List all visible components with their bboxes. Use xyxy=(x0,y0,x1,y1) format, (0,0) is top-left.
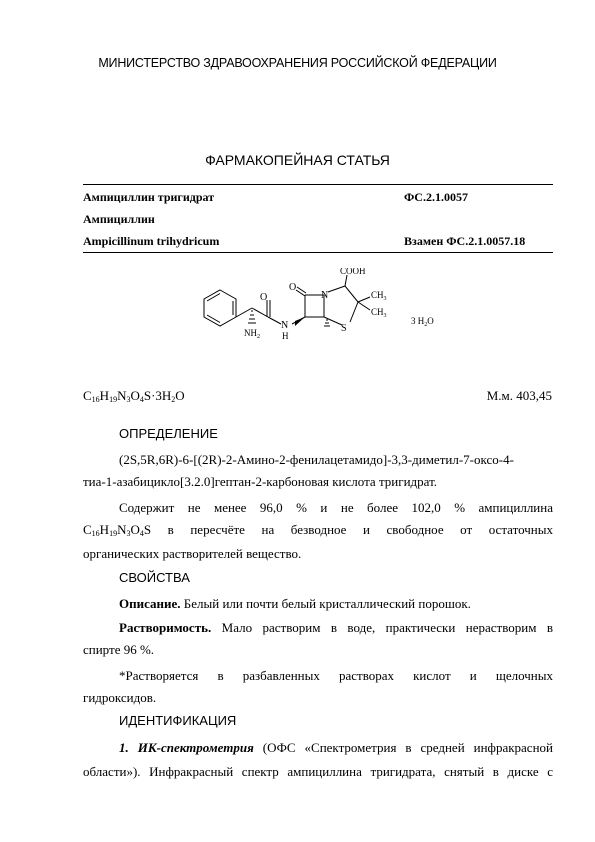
carboxyl-label: COOH xyxy=(340,268,366,276)
definition-heading: ОПРЕДЕЛЕНИЕ xyxy=(119,426,218,441)
content-line2: $C_{16}H_{19}N_3O_4S$ в пересчёте на безводное и свободное от остаточных xyxy=(83,522,553,538)
sulfur-label: S xyxy=(341,323,347,334)
dissolve-line1: *Растворяется в разбавленных растворах кислот и щелочных xyxy=(119,668,553,683)
description-line: Описание. Белый или почти белый кристаллический порошок. xyxy=(119,596,471,611)
water-label: 3 $H_2O$ xyxy=(411,316,434,328)
monograph-code: ФС.2.1.0057 xyxy=(404,190,468,204)
ir-line1: 1. ИК-спектрометрия (ОФС «Спектрометрия в средней инфракрасной xyxy=(119,740,553,755)
methyl-top-label: $CH_3$ xyxy=(371,290,387,302)
amide-oxygen-label: O xyxy=(260,292,268,303)
drug-name-latin: Ampicillinum trihydricum xyxy=(83,234,220,248)
lactam-oxygen-label: O xyxy=(289,282,297,293)
methyl-bottom-label: $CH_3$ xyxy=(371,307,387,319)
header-bottom-rule xyxy=(83,252,553,253)
drug-name-ru-short: Ампициллин xyxy=(83,212,155,226)
content-line1: Содержит не менее 96,0 % и не более 102,0 % ампициллина xyxy=(119,500,553,515)
header-top-rule xyxy=(83,184,553,185)
ring-nitrogen-label: N xyxy=(321,290,329,301)
molecular-mass: М.м. 403,45 xyxy=(486,388,552,403)
solubility-line1: Растворимость. Мало растворим в воде, практически нерастворим в xyxy=(119,620,553,635)
content-line3: органических растворителей вещество. xyxy=(83,546,302,561)
replaces-note: Взамен ФС.2.1.0057.18 xyxy=(404,234,526,248)
properties-heading: СВОЙСТВА xyxy=(119,570,190,585)
iupac-name-line2: тиа-1-азабицикло[3.2.0]гептан-2-карбоновая кислота тригидрат. xyxy=(83,474,438,489)
dissolve-line2: гидроксидов. xyxy=(83,690,157,705)
amide-nitrogen-label: N xyxy=(281,320,289,331)
identification-heading: ИДЕНТИФИКАЦИЯ xyxy=(119,713,237,728)
article-type-title: ФАРМАКОПЕЙНАЯ СТАТЬЯ xyxy=(205,152,390,168)
iupac-name-line1: (2S,5R,6R)-6-[(2R)-2-Амино-2-фенилацетамидо]-3,3-диметил-7-оксо-4- xyxy=(119,452,514,467)
ir-line2: области»). Инфракрасный спектр ампициллина тригидрата, снятый в диске с xyxy=(83,764,553,779)
drug-name-ru: Ампициллин тригидрат xyxy=(83,190,215,204)
solubility-line2: спирте 96 %. xyxy=(83,642,155,657)
structural-formula xyxy=(190,268,450,378)
molecular-formula: $C_{16}H_{19}N_3O_4S\cdot 3H_2O$ xyxy=(83,388,185,404)
amino-label: $NH_2$ xyxy=(244,328,260,340)
amide-hydrogen-label: H xyxy=(282,331,289,341)
ministry-header: МИНИСТЕРСТВО ЗДРАВООХРАНЕНИЯ РОССИЙСКОЙ ФЕДЕРАЦИИ xyxy=(98,56,497,70)
